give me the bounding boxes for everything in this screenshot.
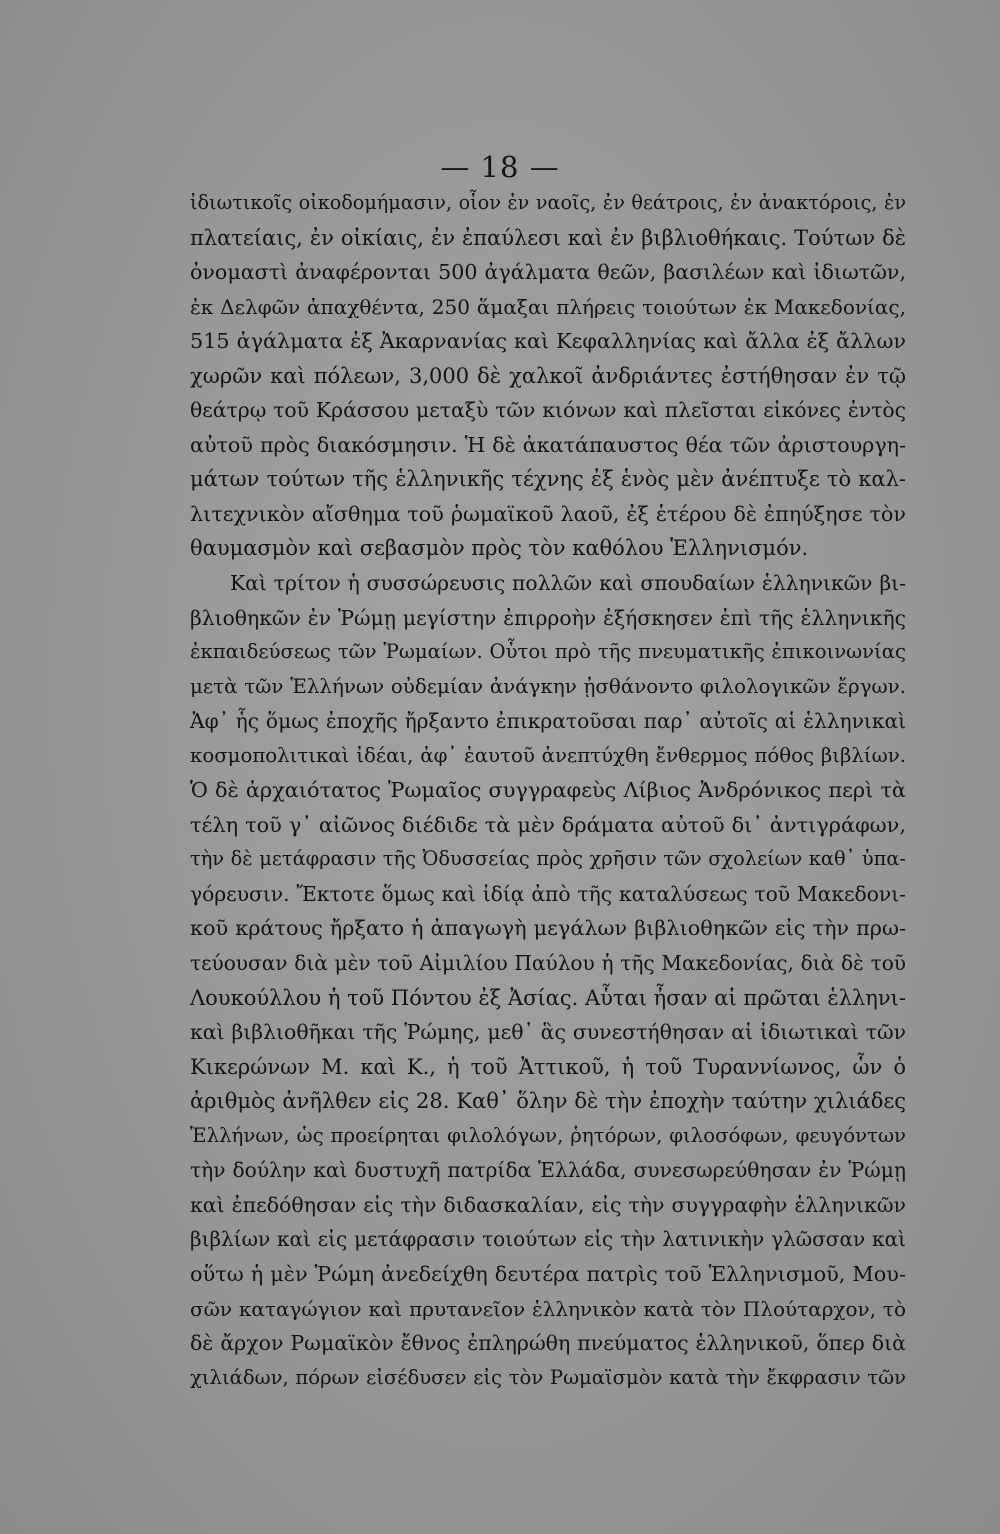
text-line: ἐκ Δελφῶν ἀπαχθέντα, 250 ἅμαξαι πλήρεις τοιούτων ἐκ Μακεδονίας,	[190, 294, 906, 319]
text-line: τὴν δὲ μετάφρασιν τῆς Ὀδυσσείας πρὸς χρῆσιν τῶν σχολείων καθ᾽ ὑπα-	[190, 847, 906, 871]
text-line: καὶ βιβλιοθῆκαι τῆς Ῥώμης, μεθ᾽ ἃς συνεστήθησαν αἱ ἰδιωτικαὶ τῶν	[190, 1020, 906, 1045]
text-line: βιβλίων καὶ εἰς μετάφρασιν τοιούτων εἰς τὴν λατινικὴν γλῶσσαν καὶ	[190, 1227, 906, 1252]
page-number: — 18 —	[440, 150, 560, 184]
text-line: ἐκπαιδεύσεως τῶν Ῥωμαίων. Οὗτοι πρὸ τῆς πνευματικῆς ἐπικοινωνίας	[190, 640, 906, 664]
paragraph-end-line: θαυμασμὸν καὶ σεβασμὸν πρὸς τὸν καθόλου Ἑλληνισμόν.	[190, 536, 809, 561]
text-line: μετὰ τῶν Ἑλλήνων οὐδεμίαν ἀνάγκην ᾐσθάνοντο φιλολογικῶν ἔργων.	[190, 674, 906, 698]
text-line: δὲ ἄρχον Ρωμαϊκὸν ἔθνος ἐπληρώθη πνεύματος ἑλληνικοῦ, ὅπερ διὰ	[190, 1331, 906, 1356]
text-line: μάτων τούτων τῆς ἑλληνικῆς τέχνης ἐξ ἑνὸς μὲν ἀνέπτυξε τὸ καλ-	[190, 467, 906, 492]
text-line: Κικερώνων Μ. καὶ Κ., ἡ τοῦ Ἀττικοῦ, ἡ τοῦ Τυραννίωνος, ὧν ὁ	[190, 1054, 906, 1079]
text-line: γόρευσιν. Ἔκτοτε ὅμως καὶ ἰδίᾳ ἀπὸ τῆς καταλύσεως τοῦ Μακεδονι-	[190, 881, 906, 906]
text-line: τέλη τοῦ γ᾽ αἰῶνος διέδιδε τὰ μὲν δράματα αὐτοῦ δι᾽ ἀντιγράφων,	[190, 812, 906, 837]
text-line: τεύουσαν διὰ μὲν τοῦ Αἰμιλίου Παύλου ἡ τῆς Μακεδονίας, διὰ δὲ τοῦ	[190, 951, 906, 976]
text-line: αὐτοῦ πρὸς διακόσμησιν. Ἡ δὲ ἀκατάπαυστος θέα τῶν ἀριστουργη-	[190, 432, 906, 457]
text-line: Ἑλλήνων, ὡς προείρηται φιλολόγων, ῥητόρων, φιλοσόφων, φευγόντων	[190, 1123, 906, 1147]
text-line: πλατείαις, ἐν οἰκίαις, ἐν ἐπαύλεσι καὶ ἐν βιβλιοθήκαις. Τούτων δὲ	[190, 225, 906, 250]
text-line: ἀριθμὸς ἀνῆλθεν εἰς 28. Καθ᾽ ὅλην δὲ τὴν ἐποχὴν ταύτην χιλιάδες	[190, 1089, 906, 1114]
text-line: κοῦ κράτους ἤρξατο ἡ ἀπαγωγὴ μεγάλων βιβλιοθηκῶν εἰς τὴν πρω-	[190, 916, 906, 941]
text-line: βλιοθηκῶν ἐν Ῥώμῃ μεγίστην ἐπιρροὴν ἐξήσκησεν ἐπὶ τῆς ἑλληνικῆς	[190, 605, 906, 630]
text-line: Λουκούλλου ἡ τοῦ Πόντου ἐξ Ἀσίας. Αὗται ἦσαν αἱ πρῶται ἑλληνι-	[190, 985, 906, 1010]
paragraph-start-line: Καὶ τρίτον ἡ συσσώρευσις πολλῶν καὶ σπουδαίων ἑλληνικῶν βι-	[230, 571, 906, 596]
text-line: ὀνομαστὶ ἀναφέρονται 500 ἀγάλματα θεῶν, βασιλέων καὶ ἰδιωτῶν,	[190, 260, 906, 285]
text-line: θεάτρῳ τοῦ Κράσσου μεταξὺ τῶν κιόνων καὶ πλεῖσται εἰκόνες ἐντὸς	[190, 398, 906, 423]
text-line: ἰδιωτικοῖς οἰκοδομήμασιν, οἷον ἐν ναοῖς, ἐν θεάτροις, ἐν ἀνακτόροις, ἐν	[190, 191, 906, 214]
text-line: 515 ἀγάλματα ἐξ Ἀκαρνανίας καὶ Κεφαλληνίας καὶ ἄλλα ἐξ ἄλλων	[190, 329, 906, 354]
text-line: σῶν καταγώγιον καὶ πρυτανεῖον ἑλληνικὸν κατὰ τὸν Πλούταρχον, τὸ	[190, 1296, 906, 1321]
text-line: κοσμοπολιτικαὶ ἰδέαι, ἀφ᾽ ἑαυτοῦ ἀνεπτύχθη ἔνθερμος πόθος βιβλίων.	[190, 743, 906, 767]
text-line: χιλιάδων, πόρων εἰσέδυσεν εἰς τὸν Ρωμαϊσμὸν κατὰ τὴν ἔκφρασιν τῶν	[190, 1365, 906, 1389]
text-line: καὶ ἐπεδόθησαν εἰς τὴν διδασκαλίαν, εἰς τὴν συγγραφὴν ἑλληνικῶν	[190, 1192, 906, 1217]
body-text	[190, 186, 906, 1395]
text-line: τὴν δούλην καὶ δυστυχῆ πατρίδα Ἑλλάδα, συνεσωρεύθησαν ἐν Ῥώμῃ	[190, 1158, 906, 1183]
text-line: οὕτω ἡ μὲν Ῥώμη ἀνεδείχθη δευτέρα πατρὶς τοῦ Ἑλληνισμοῦ, Μου-	[190, 1261, 906, 1286]
text-line: χωρῶν καὶ πόλεων, 3,000 δὲ χαλκοῖ ἀνδριάντες ἐστήθησαν ἐν τῷ	[190, 363, 906, 388]
text-line: Ὁ δὲ ἀρχαιότατος Ῥωμαῖος συγγραφεὺς Λίβιος Ἀνδρόνικος περὶ τὰ	[190, 778, 906, 803]
text-line: λιτεχνικὸν αἴσθημα τοῦ ῥωμαϊκοῦ λαοῦ, ἐξ ἑτέρου δὲ ἐπηύξησε τὸν	[190, 501, 906, 526]
text-line: Ἀφ᾽ ἧς ὅμως ἐποχῆς ἤρξαντο ἐπικρατοῦσαι παρ᾽ αὐτοῖς αἱ ἑλληνικαὶ	[190, 709, 906, 734]
